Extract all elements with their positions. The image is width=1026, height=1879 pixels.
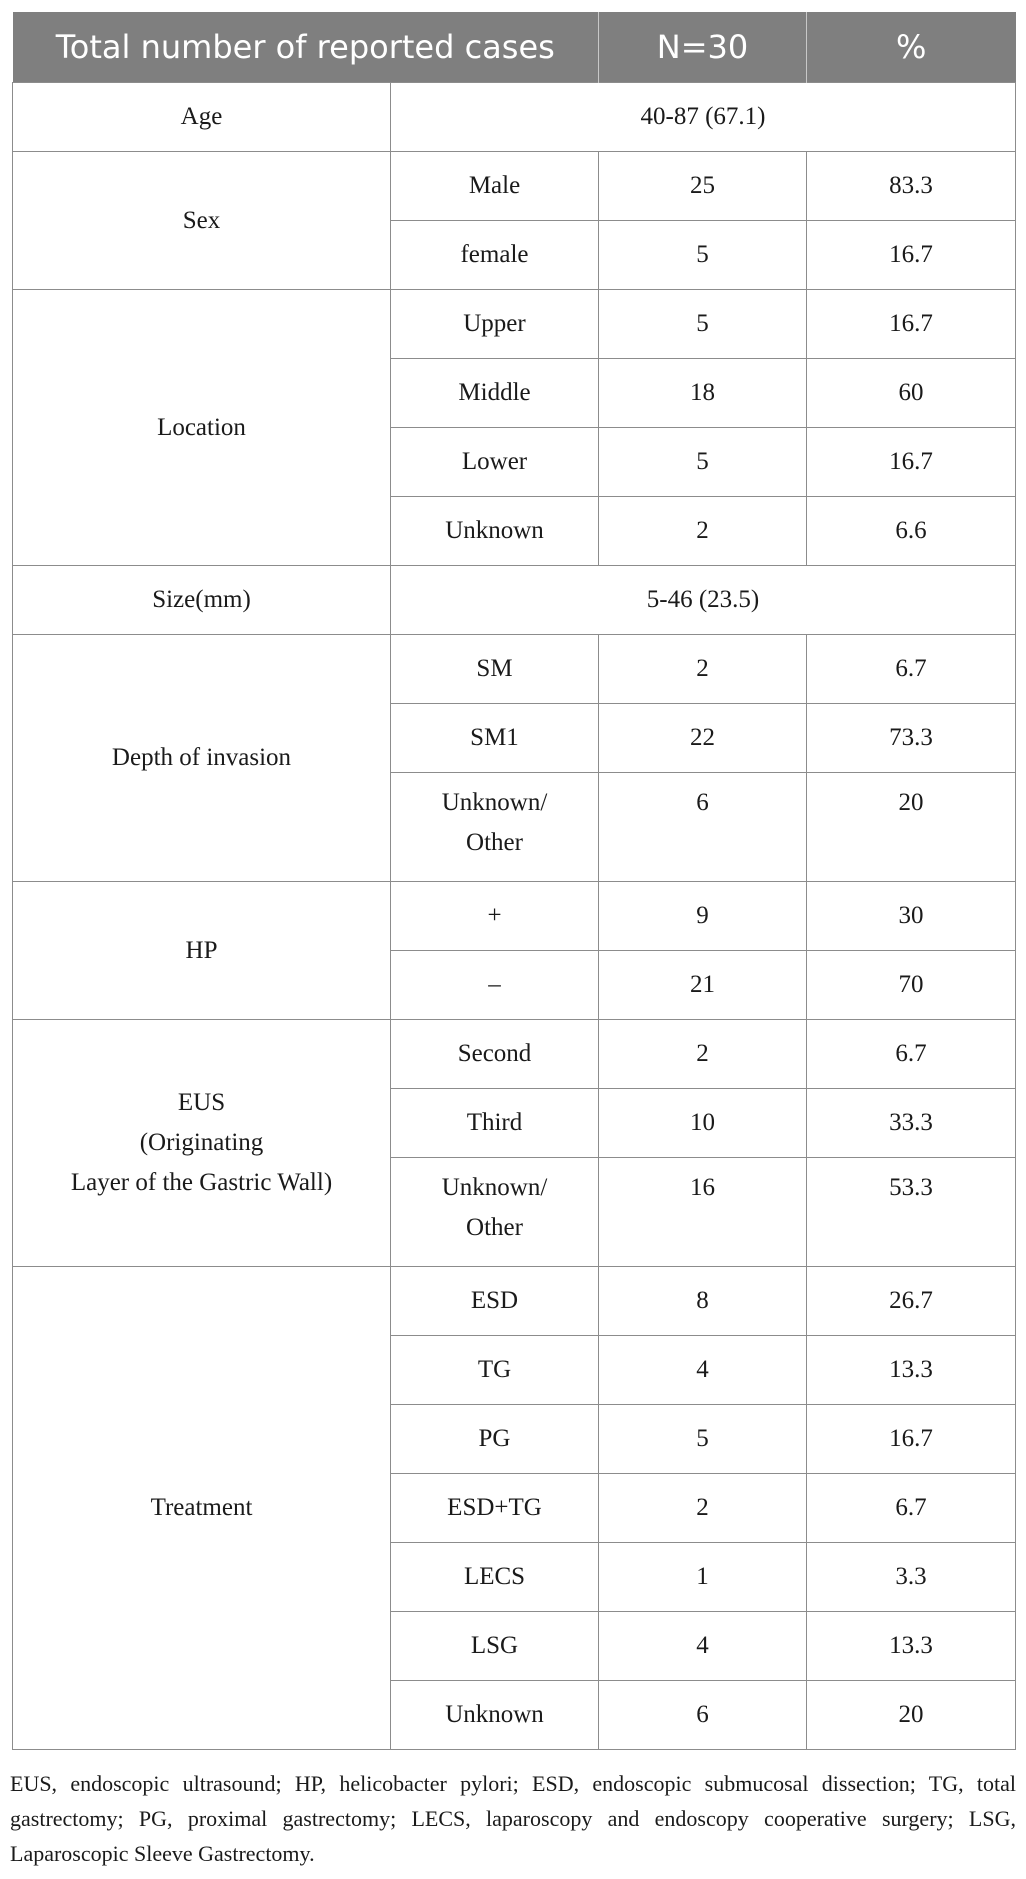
percent-cell: 16.7 — [807, 221, 1016, 290]
row-label-sex: Sex — [13, 152, 391, 290]
sub-label: Middle — [391, 359, 599, 428]
count-cell: 4 — [599, 1612, 807, 1681]
count-cell: 25 — [599, 152, 807, 221]
table-footnote: EUS, endoscopic ultrasound; HP, helicobacter pylori; ESD, endoscopic submucosal dissection; TG, total gastrectomy; PG, proximal gastrectomy; LECS, laparoscopy and endoscopy cooperative surgery; LSG, Laparoscopic Sleeve Gastrectomy. — [10, 1771, 1016, 1866]
count-cell: 9 — [599, 882, 807, 951]
table-row-age — [13, 83, 1016, 152]
sub-label-line: Unknown/ — [441, 1174, 548, 1201]
header-n: N=30 — [599, 12, 807, 83]
percent-cell: 20 — [807, 773, 1016, 882]
sub-label: Lower — [391, 428, 599, 497]
eus-label-line: Layer of the Gastric Wall) — [70, 1169, 333, 1196]
count-cell: 5 — [599, 428, 807, 497]
percent-cell: 6.7 — [807, 1474, 1016, 1543]
percent-cell: 83.3 — [807, 152, 1016, 221]
sub-label: LSG — [391, 1612, 599, 1681]
sub-label-line: Other — [466, 829, 523, 856]
percent-cell: 70 — [807, 951, 1016, 1020]
sub-label-line: Other — [466, 1214, 523, 1241]
percent-cell: 6.7 — [807, 1020, 1016, 1089]
count-cell: 5 — [599, 221, 807, 290]
row-label-treatment: Treatment — [13, 1267, 391, 1750]
row-label-hp: HP — [13, 882, 391, 1020]
sub-label: female — [391, 221, 599, 290]
percent-cell: 6.7 — [807, 635, 1016, 704]
percent-cell: 30 — [807, 882, 1016, 951]
sub-label: + — [391, 882, 599, 951]
percent-cell: 20 — [807, 1681, 1016, 1750]
count-cell: 1 — [599, 1543, 807, 1612]
percent-cell: 6.6 — [807, 497, 1016, 566]
count-cell: 21 — [599, 951, 807, 1020]
sub-label — [391, 773, 599, 882]
count-cell: 10 — [599, 1089, 807, 1158]
eus-label-line: EUS — [177, 1089, 226, 1116]
sub-label: SM — [391, 635, 599, 704]
count-cell: 4 — [599, 1336, 807, 1405]
table-row — [13, 1020, 1016, 1089]
header-percent: % — [807, 12, 1016, 83]
table-row-size — [13, 566, 1016, 635]
sub-label-line: Unknown/ — [441, 789, 548, 816]
count-cell: 16 — [599, 1158, 807, 1267]
sub-label — [391, 1158, 599, 1267]
sub-label: TG — [391, 1336, 599, 1405]
table-header-row — [13, 12, 1016, 83]
row-label-eus — [13, 1020, 391, 1267]
patient-characteristics-table — [12, 12, 1016, 1750]
percent-cell: 73.3 — [807, 704, 1016, 773]
sub-label: LECS — [391, 1543, 599, 1612]
row-label-size: Size(mm) — [13, 566, 391, 635]
count-cell: 8 — [599, 1267, 807, 1336]
count-cell: 2 — [599, 1474, 807, 1543]
percent-cell: 3.3 — [807, 1543, 1016, 1612]
table-row — [13, 1267, 1016, 1336]
count-cell: 6 — [599, 1681, 807, 1750]
sub-label: Second — [391, 1020, 599, 1089]
table-row — [13, 290, 1016, 359]
sub-label: – — [391, 951, 599, 1020]
sub-label: Male — [391, 152, 599, 221]
percent-cell: 60 — [807, 359, 1016, 428]
percent-cell: 16.7 — [807, 428, 1016, 497]
row-label-age: Age — [13, 83, 391, 152]
count-cell: 6 — [599, 773, 807, 882]
count-cell: 2 — [599, 635, 807, 704]
sub-label: ESD+TG — [391, 1474, 599, 1543]
percent-cell: 53.3 — [807, 1158, 1016, 1267]
count-cell: 18 — [599, 359, 807, 428]
sub-label: Third — [391, 1089, 599, 1158]
header-total-cases: Total number of reported cases — [13, 12, 599, 83]
sub-label: Unknown — [391, 1681, 599, 1750]
count-cell: 2 — [599, 1020, 807, 1089]
row-label-location: Location — [13, 290, 391, 566]
table-row — [13, 152, 1016, 221]
sub-label: Upper — [391, 290, 599, 359]
age-value: 40-87 (67.1) — [391, 83, 1016, 152]
percent-cell: 13.3 — [807, 1336, 1016, 1405]
percent-cell: 26.7 — [807, 1267, 1016, 1336]
percent-cell: 16.7 — [807, 290, 1016, 359]
count-cell: 5 — [599, 290, 807, 359]
count-cell: 22 — [599, 704, 807, 773]
percent-cell: 16.7 — [807, 1405, 1016, 1474]
sub-label: ESD — [391, 1267, 599, 1336]
eus-label-line: (Originating — [139, 1129, 264, 1156]
table-row — [13, 882, 1016, 951]
sub-label: SM1 — [391, 704, 599, 773]
count-cell: 5 — [599, 1405, 807, 1474]
sub-label: PG — [391, 1405, 599, 1474]
sub-label: Unknown — [391, 497, 599, 566]
size-value: 5-46 (23.5) — [391, 566, 1016, 635]
percent-cell: 13.3 — [807, 1612, 1016, 1681]
table-row — [13, 635, 1016, 704]
count-cell: 2 — [599, 497, 807, 566]
percent-cell: 33.3 — [807, 1089, 1016, 1158]
row-label-depth: Depth of invasion — [13, 635, 391, 882]
